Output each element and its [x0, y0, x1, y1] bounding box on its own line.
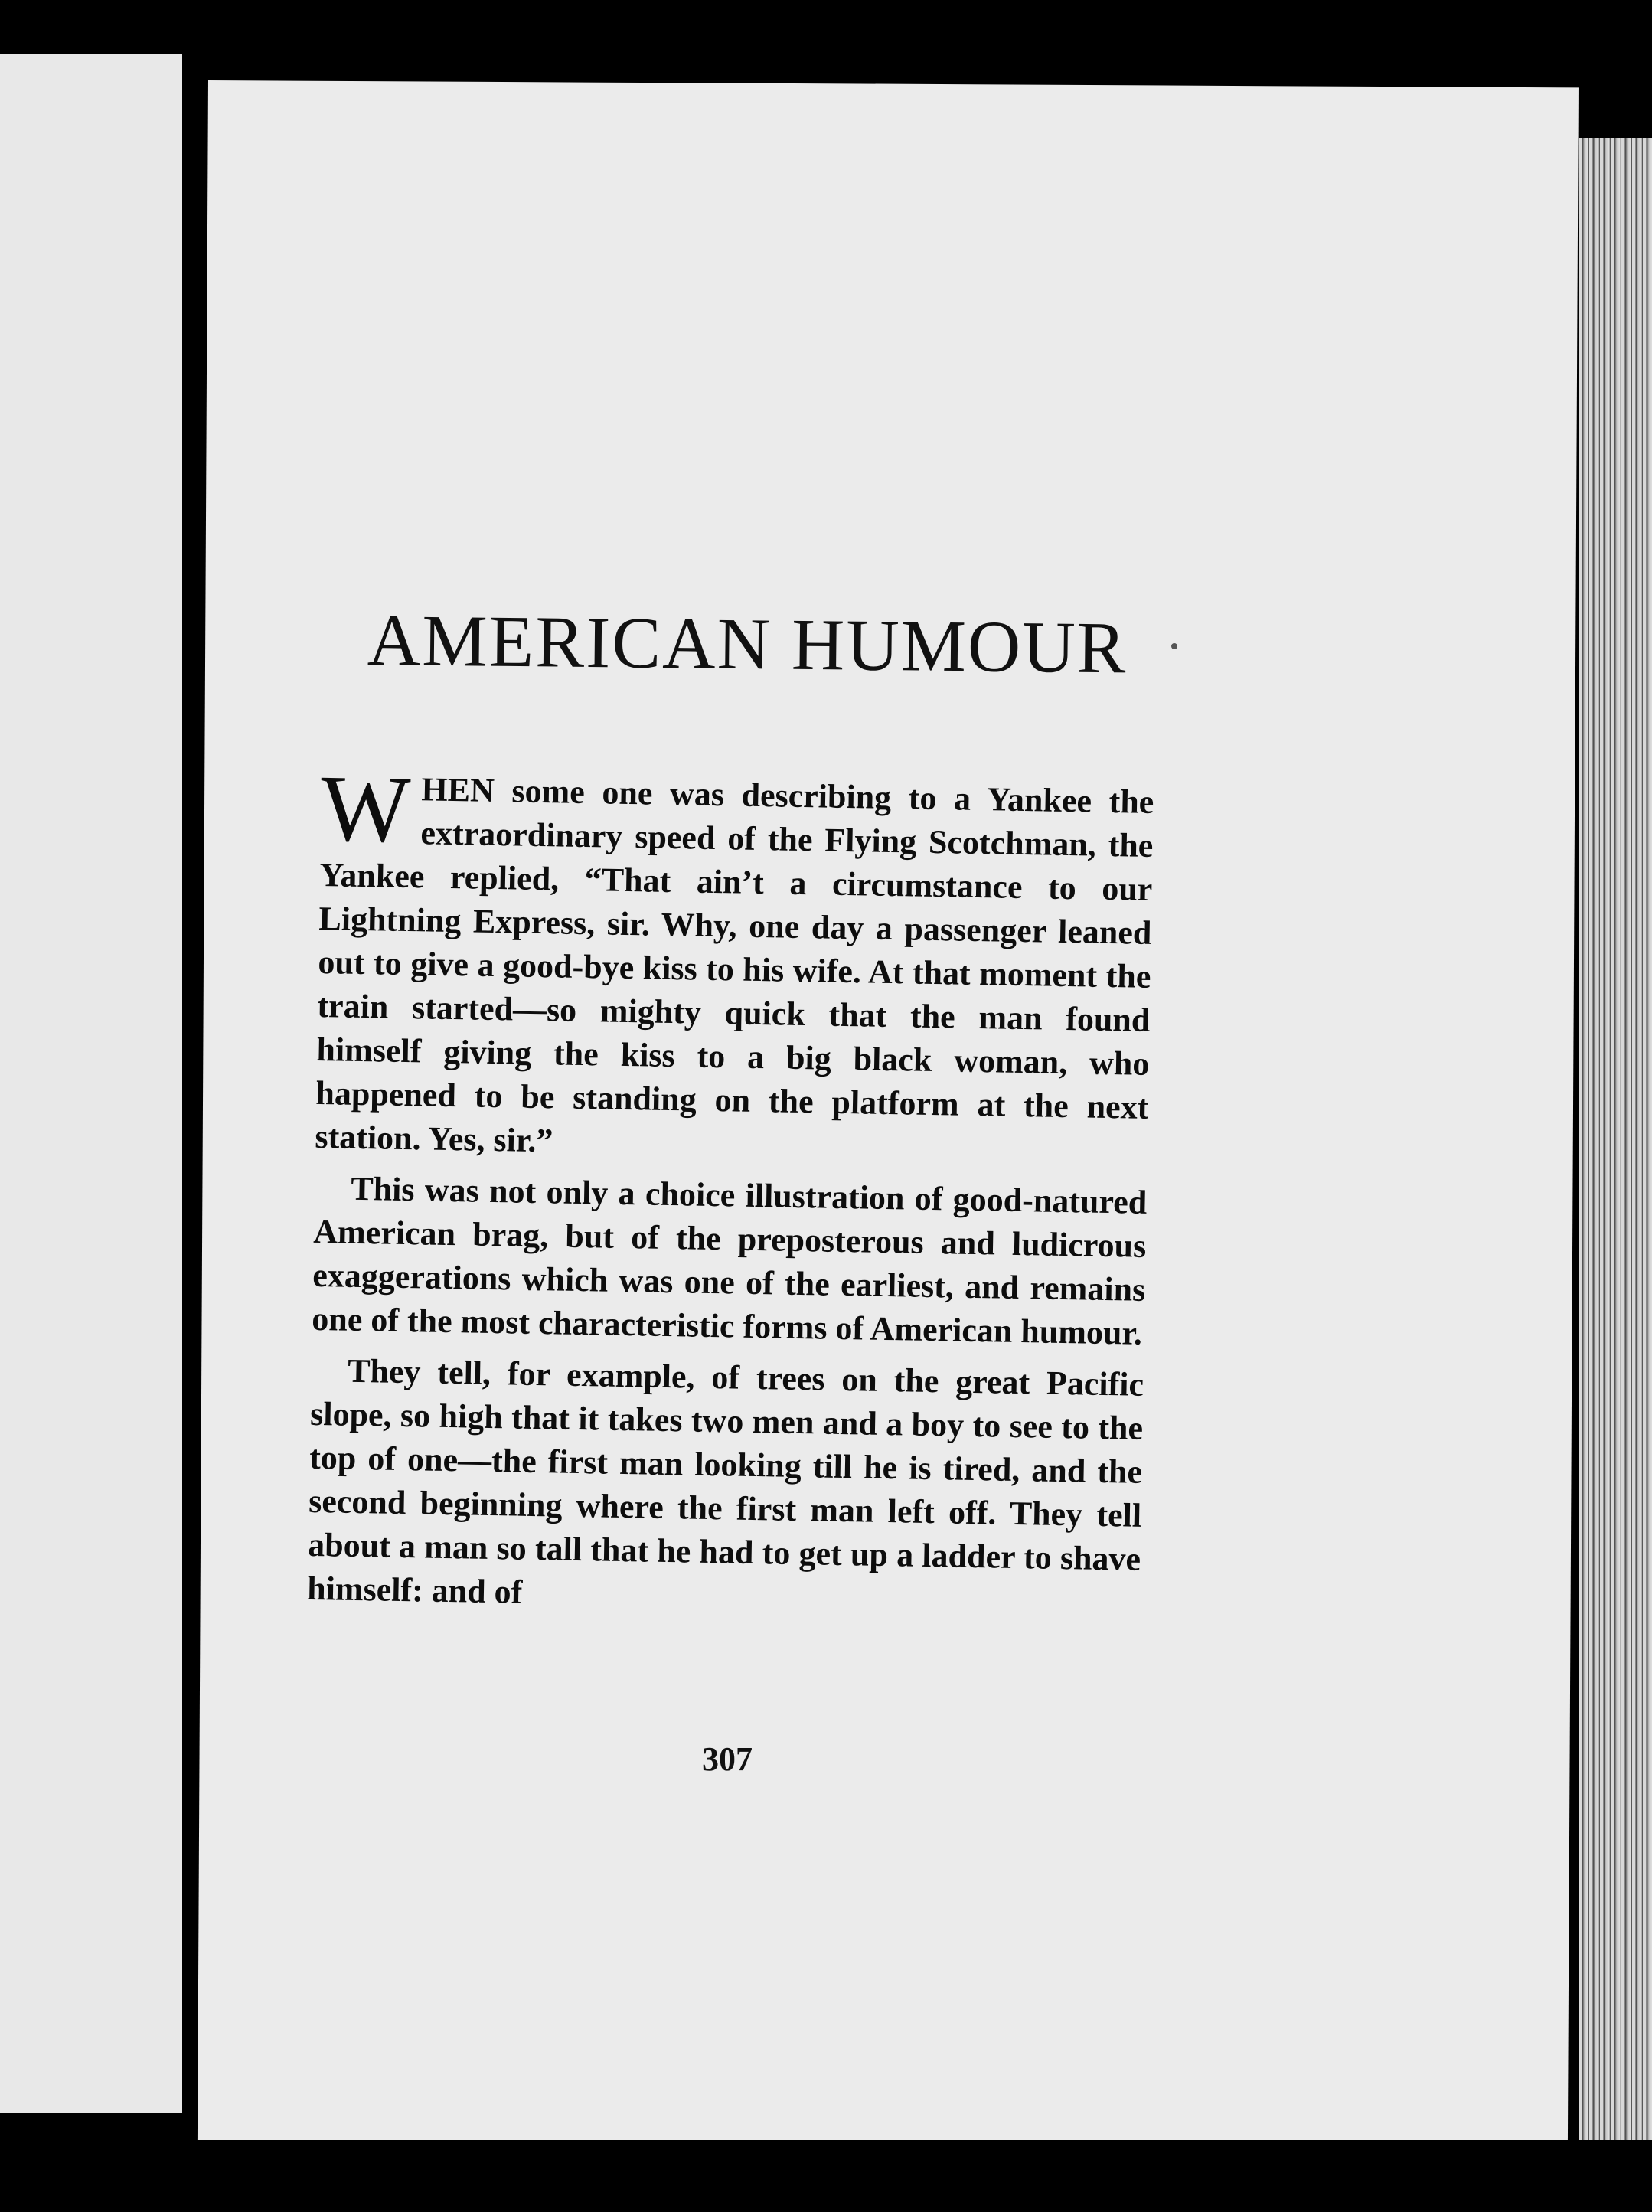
bottom-shadow	[153, 2140, 1652, 2212]
title-ornament-dot	[1171, 643, 1177, 649]
left-page-edge	[0, 54, 182, 2113]
chapter-title: AMERICAN HUMOUR	[367, 599, 1128, 689]
page-edges	[1579, 138, 1652, 2212]
paragraph-3: They tell, for example, of trees on the great Pacific slope, so high that it takes two men and a boy to see to the top of one—the first man looking till he is tired, and the second beginning where the first man left off. They tell about a man so tall that he had to get up a ladder to shave himself: and of	[306, 1351, 1144, 1611]
page-number: 307	[702, 1740, 753, 1778]
drop-cap: W	[319, 756, 412, 863]
paragraph-1	[315, 756, 1154, 1173]
body-text	[306, 756, 1154, 1632]
paragraph-1-text: HEN some one was describing to a Yankee the extraordinary speed of the Flying Scotchman, the Yankee replied, “That ain’t a circumstance to our Lightning Express, sir. Why, one day a passenger leaned out to give a good-bye kiss to his wife. At that moment the train started—so mighty quick that the man found himself giving the kiss to a big black woman, who happened to be standing on the platform at the next station. Yes, sir.”	[315, 770, 1154, 1160]
paragraph-2: This was not only a choice illustration of good-natured American brag, but of the preposterous and ludicrous exaggerations which was one of the earliest, and remains one of the most characteristic forms of American humour.	[311, 1169, 1148, 1352]
